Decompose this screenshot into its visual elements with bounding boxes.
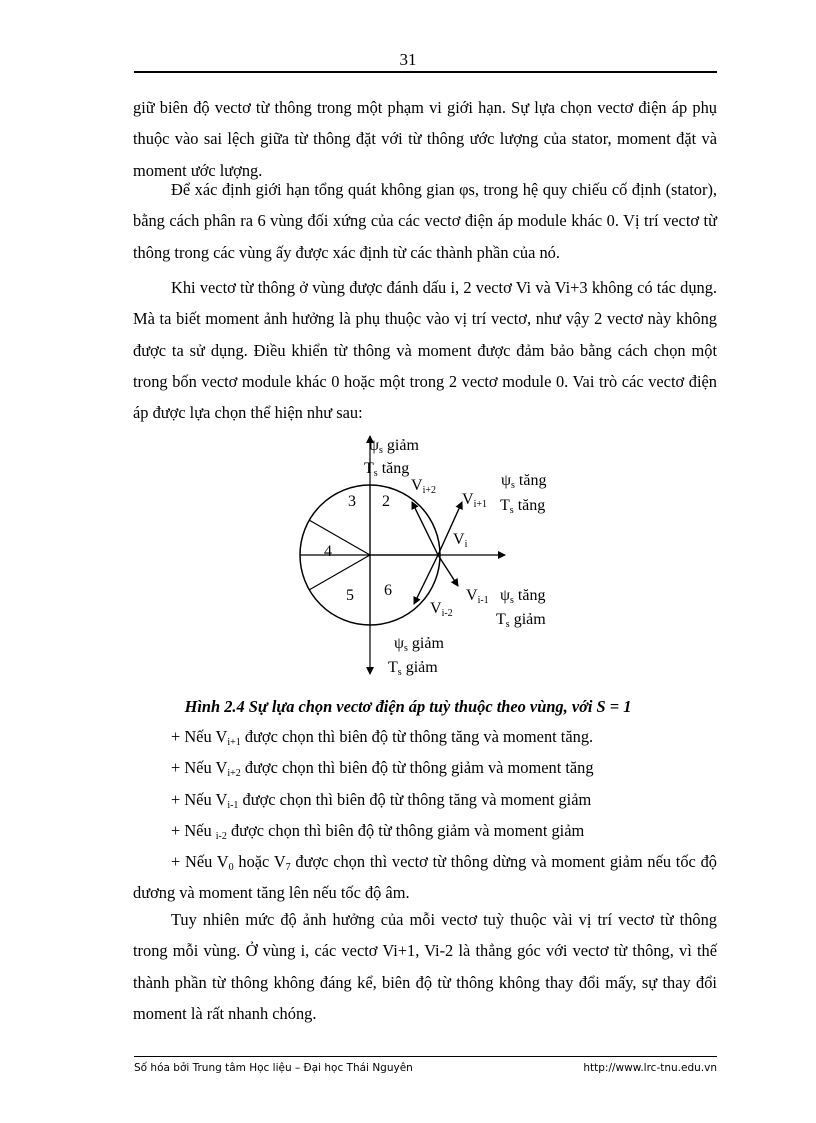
figure-caption: Hình 2.4 Sự lựa chọn vectơ điện áp tuỳ thuộc theo vùng, với S = 1 (184, 697, 632, 716)
sector-label-6: 6 (384, 582, 392, 599)
label-right-top-flux-increase: $\psi_s$ tăng (501, 472, 547, 491)
label-top-torque-increase: $T_s$ tăng (364, 460, 410, 479)
label-bottom-flux-decrease: $\psi_s$ giảm (394, 635, 444, 654)
vector-vi-minus-1-arrow (438, 555, 458, 586)
paragraph-1 (133, 92, 717, 186)
footer-rule (134, 1056, 717, 1057)
sector-label-5: 5 (346, 587, 354, 604)
list-item: + Nếu $V_0$ hoặc $V_7$ được chọn thì vectơ từ thông dừng và moment giảm nếu tốc độ dương và moment tăng lên nếu tốc độ âm. (133, 852, 717, 903)
paragraph-4-text: Tuy nhiên mức độ ảnh hưởng của mỗi vectơ tuỳ thuộc vài vị trí vectơ từ thông trong mỗi vùng. Ở vùng i, các vectơ Vi+1, Vi-2 là thẳng góc với vectơ từ thông, vì thế thành phần từ thông không đáng kể, biên độ từ thông không thay đổi mấy, sự thay đổi moment là rất nhanh chóng. (133, 910, 717, 1023)
sector-divider-lower-left (309, 555, 370, 590)
label-top-flux-decrease: $\psi_s$ giảm (369, 437, 419, 456)
list-item: + Nếu $V_{i-1}$ được chọn thì biên độ từ thông tăng và moment giảm (171, 789, 592, 811)
label-vi: $V_i$ (453, 531, 468, 550)
label-right-bottom-flux-increase: $\psi_s$ tăng (500, 587, 546, 606)
paragraph-4 (133, 904, 717, 1029)
footer-source: Số hóa bởi Trung tâm Học liệu – Đại học Thái Nguyên (134, 1062, 413, 1074)
label-vi-minus-1: $V_{i-1}$ (466, 587, 489, 606)
label-right-top-torque-increase: $T_s$ tăng (500, 497, 546, 516)
paragraph-3-text: Khi vectơ từ thông ở vùng được đánh dấu i, 2 vectơ Vi và Vi+3 không có tác dụng. Mà ta biết moment ảnh hưởng là phụ thuộc vào vị trí vectơ, như vậy 2 vectơ này không được ta sử dụng. Điều khiển từ thông và moment được đảm bảo bằng cách chọn một trong bốn vectơ module khác 0 hoặc một trong 2 vectơ module 0. Vai trò các vectơ điện áp được lựa chọn thể hiện như sau: (133, 278, 717, 423)
header-rule (134, 71, 717, 73)
paragraph-2-text: Để xác định giới hạn tổng quát không gian φs, trong hệ quy chiếu cố định (stator), bằng cách phân ra 6 vùng đối xứng của các vectơ điện áp module khác 0. Vị trí vectơ từ thông trong các vùng ấy được xác định từ các thành phần của nó. (133, 180, 717, 262)
sector-label-4: 4 (324, 543, 332, 560)
list-item: + Nếu $_{i-2}$ được chọn thì biên độ từ thông giảm và moment giảm (171, 820, 585, 842)
footer-url: http://www.lrc-tnu.edu.vn (583, 1062, 717, 1074)
label-vi-plus-2: $V_{i+2}$ (411, 477, 436, 496)
list-item: + Nếu $V_{i+2}$ được chọn thì biên độ từ thông giảm và moment tăng (171, 758, 594, 780)
sector-label-2: 2 (382, 493, 390, 510)
label-vi-plus-1: $V_{i+1}$ (462, 491, 487, 510)
voltage-vector-figure (290, 428, 570, 688)
sector-label-3: 3 (348, 493, 356, 510)
paragraph-3 (133, 272, 717, 428)
paragraph-2 (133, 174, 717, 268)
list-item: + Nếu $V_{i+1}$ được chọn thì biên độ từ thông tăng và moment tăng. (171, 727, 594, 748)
vector-selection-list (133, 721, 717, 909)
label-vi-minus-2: $V_{i-2}$ (430, 600, 453, 619)
label-bottom-torque-decrease: $T_s$ giảm (388, 659, 438, 678)
paragraph-1-text: giữ biên độ vectơ từ thông trong một phạm vi giới hạn. Sự lựa chọn vectơ điện áp phụ thuộc vào sai lệch giữa từ thông đặt với từ thông ước lượng của stator, moment đặt và moment ước lượng. (133, 98, 717, 180)
sector-divider-upper-left (309, 520, 370, 555)
label-right-bottom-torque-decrease: $T_s$ giảm (496, 611, 546, 630)
page-number: 31 (399, 50, 417, 69)
